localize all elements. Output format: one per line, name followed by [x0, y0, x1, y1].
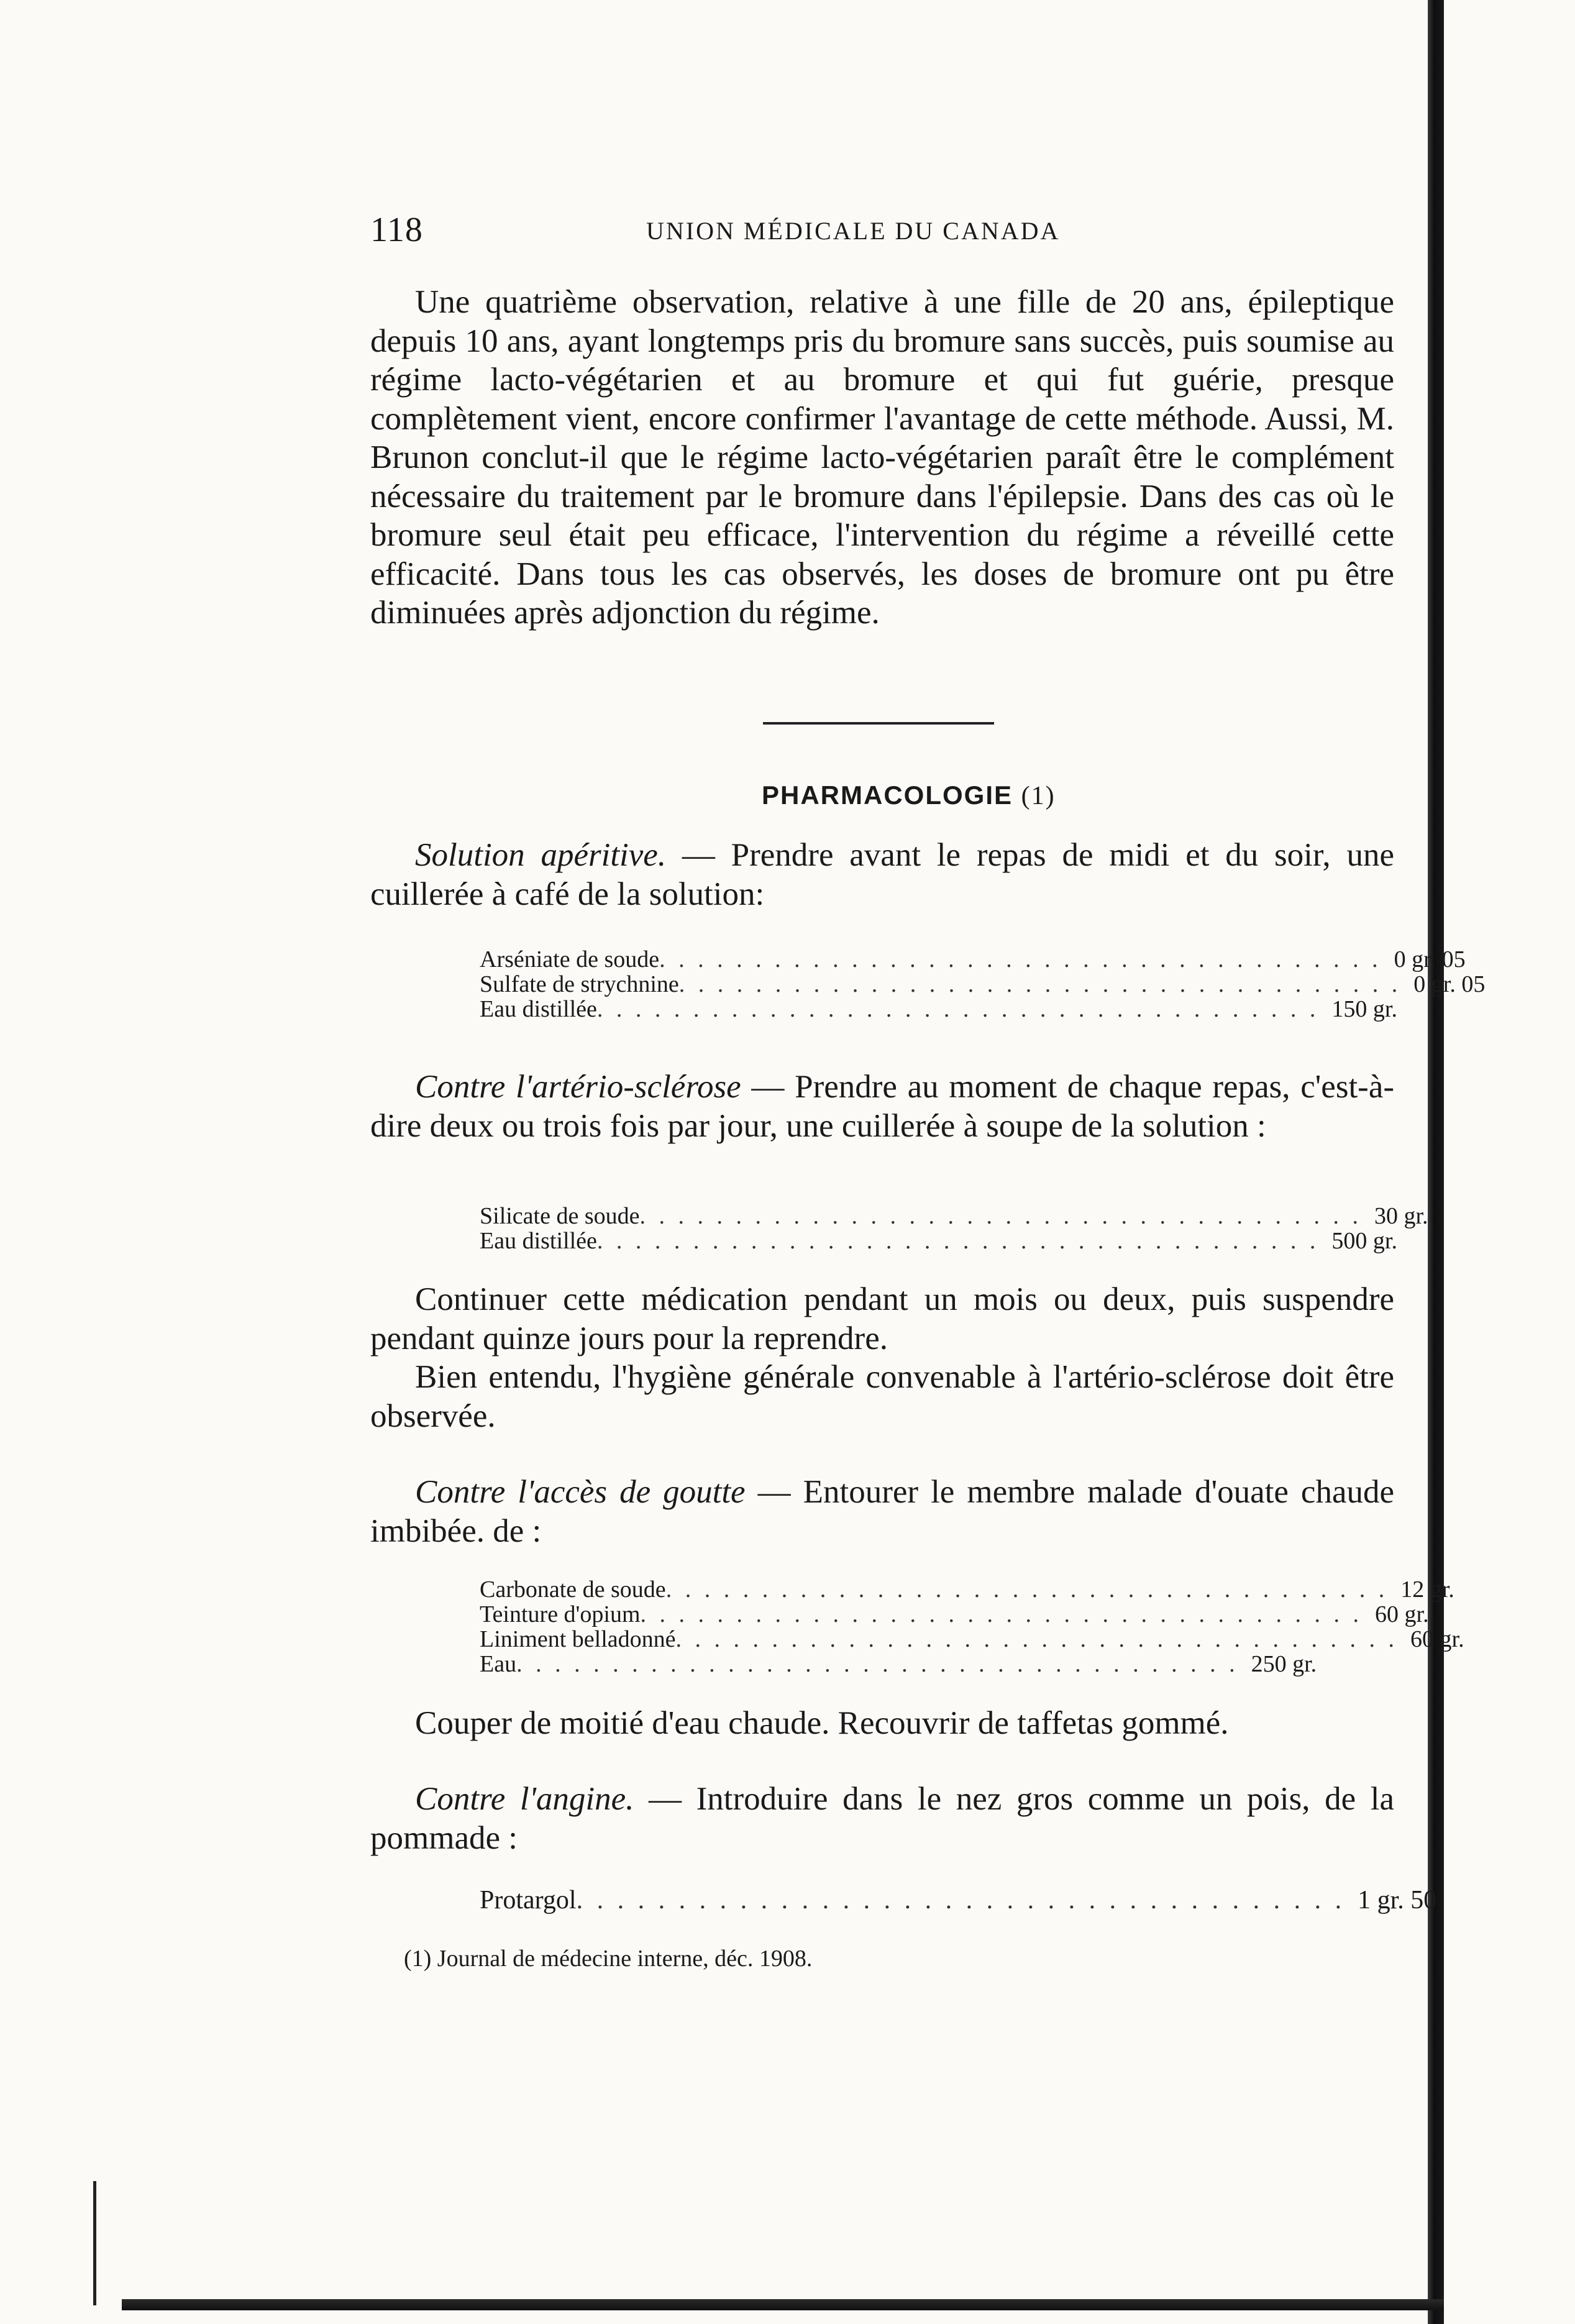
section-divider [763, 722, 994, 725]
leader-dots: . . . . . . . . . . . . . . . . . . . . . . . . . . . . . . . . . . . . . . [639, 1203, 1362, 1229]
recipe-row [480, 1886, 1437, 1915]
arteriosclerose-notes [370, 1280, 1394, 1435]
recipe-row [480, 971, 1486, 997]
ingredient-name: Carbonate de soude [480, 1576, 666, 1603]
intro-paragraph: Une quatrième observation, relative à une fille de 20 ans, épileptique depuis 10 ans, ayant longtemps pris du bromure sans succès, puis soumise au régime lacto-végétarien et au bromure et qui fut guérie, presque complètement vient, encore confirmer l'avantage de cette méthode. Aussi, M. Brunon conclut-il que le régime lacto-végétarien paraît être le complément nécessaire du traitement par le bromure dans l'épilepsie. Dans des cas où le bromure seul était peu efficace, l'intervention du régime a réveillé cette efficacité. Dans tous les cas observés, les doses de bromure ont pu être diminuées après adjonction du régime. [370, 284, 1394, 631]
page-number: 118 [370, 211, 423, 249]
page-header [370, 210, 1116, 254]
ingredient-name: Arséniate de soude [480, 946, 660, 972]
prescription-text [370, 836, 1394, 913]
ingredient-qty: 500 gr. [1331, 1228, 1397, 1254]
intro-block [370, 283, 1394, 633]
recipe-row [480, 1651, 1317, 1677]
ingredient-name: Eau distillée [480, 996, 597, 1022]
section-footnote-ref: (1) [1021, 782, 1056, 810]
ingredient-qty: 250 gr. [1251, 1651, 1317, 1677]
prescription-goutte [370, 1473, 1394, 1550]
note-paragraph: Couper de moitié d'eau chaude. Recouvrir de taffetas gommé. [415, 1705, 1229, 1741]
binding-mark [93, 2181, 96, 2305]
leader-dots: . . . . . . . . . . . . . . . . . . . . . . . . . . . . . . . . . . . . . . [596, 996, 1320, 1022]
prescription-text [370, 1473, 1394, 1550]
recipe-row [480, 1228, 1397, 1254]
ingredient-name: Teinture d'opium [480, 1601, 641, 1627]
recipe-row [480, 1576, 1454, 1603]
prescription-title: Contre l'angine. [415, 1781, 634, 1817]
page-edge-shadow [1428, 0, 1444, 2324]
ingredient-qty: 12 gr. [1400, 1576, 1454, 1603]
leader-dots: . . . . . . . . . . . . . . . . . . . . . . . . . . . . . . . . . . . . . . [659, 946, 1382, 972]
note-paragraph: Bien entendu, l'hygiène générale convenable à l'artério-sclérose doit être observée. [370, 1359, 1394, 1434]
ingredient-name: Sulfate de strychnine [480, 971, 679, 997]
ingredient-name: Eau [480, 1651, 517, 1677]
ingredient-qty: 60 gr. [1375, 1601, 1429, 1627]
footnote: (1) Journal de médecine interne, déc. 1908. [404, 1946, 813, 1972]
recipe-row [480, 996, 1397, 1022]
recipe-angine [480, 1886, 1437, 1915]
prescription-instructions: — Prendre avant le repas de midi et du soir, une cuillerée à café de la solution: [370, 837, 1394, 912]
ingredient-qty: 150 gr. [1331, 996, 1397, 1022]
prescription-instructions: — Introduire dans le nez gros comme un pois, de la pommade : [370, 1781, 1394, 1856]
recipe-goutte [480, 1576, 1464, 1677]
note-paragraph: Continuer cette médication pendant un mois ou deux, puis suspendre pendant quinze jours pour la reprendre. [370, 1281, 1394, 1356]
prescription-title: Solution apéritive. [415, 837, 667, 873]
recipe-aperitive [480, 946, 1486, 1022]
ingredient-name: Liniment belladonné [480, 1626, 676, 1652]
prescription-instructions: — Prendre au moment de chaque repas, c'est-à-dire deux ou trois fois par jour, une cuillerée à soupe de la solution : [370, 1069, 1394, 1144]
ingredient-qty: 60 gr. [1410, 1626, 1464, 1652]
recipe-row [480, 1626, 1464, 1652]
prescription-arteriosclerose [370, 1068, 1394, 1145]
leader-dots: . . . . . . . . . . . . . . . . . . . . . . . . . . . . . . . . . . . . . . [675, 1626, 1399, 1652]
prescription-title: Contre l'accès de goutte [415, 1474, 746, 1510]
prescription-instructions: — Entourer le membre malade d'ouate chaude imbibée. de : [370, 1474, 1394, 1549]
ingredient-qty: 0 gr. 05 [1394, 946, 1466, 972]
recipe-row [480, 946, 1466, 972]
section-title-text: PHARMACOLOGIE [762, 780, 1013, 810]
recipe-arteriosclerose [480, 1203, 1428, 1254]
ingredient-name: Eau distillée [480, 1228, 597, 1254]
goutte-notes [370, 1704, 1394, 1743]
recipe-row [480, 1601, 1429, 1627]
ingredient-qty: 30 gr. [1374, 1203, 1428, 1229]
page-bottom-edge [122, 2299, 1444, 2310]
prescription-title: Contre l'artério-sclérose [415, 1069, 741, 1105]
ingredient-name: Silicate de soude [480, 1203, 640, 1229]
ingredient-qty: 0 gr. 05 [1413, 971, 1486, 997]
ingredient-name: Protargol [480, 1886, 577, 1915]
leader-dots: . . . . . . . . . . . . . . . . . . . . . . . . . . . . . . . . . . . . . . [678, 971, 1402, 997]
section-title [762, 780, 1056, 811]
leader-dots: . . . . . . . . . . . . . . . . . . . . . . . . . . . . . . . . . . . . . . [576, 1886, 1346, 1915]
leader-dots: . . . . . . . . . . . . . . . . . . . . . . . . . . . . . . . . . . . . . . [665, 1576, 1389, 1603]
leader-dots: . . . . . . . . . . . . . . . . . . . . . . . . . . . . . . . . . . . . . . [640, 1601, 1363, 1627]
leader-dots: . . . . . . . . . . . . . . . . . . . . . . . . . . . . . . . . . . . . . . [596, 1228, 1320, 1254]
prescription-aperitive [370, 836, 1394, 913]
prescription-text [370, 1068, 1394, 1145]
prescription-text [370, 1780, 1394, 1857]
leader-dots: . . . . . . . . . . . . . . . . . . . . . . . . . . . . . . . . . . . . . . [516, 1651, 1239, 1677]
ingredient-qty: 1 gr. 50 [1358, 1886, 1437, 1915]
prescription-angine [370, 1780, 1394, 1857]
running-head: UNION MÉDICALE DU CANADA [646, 217, 1061, 245]
recipe-row [480, 1203, 1428, 1229]
